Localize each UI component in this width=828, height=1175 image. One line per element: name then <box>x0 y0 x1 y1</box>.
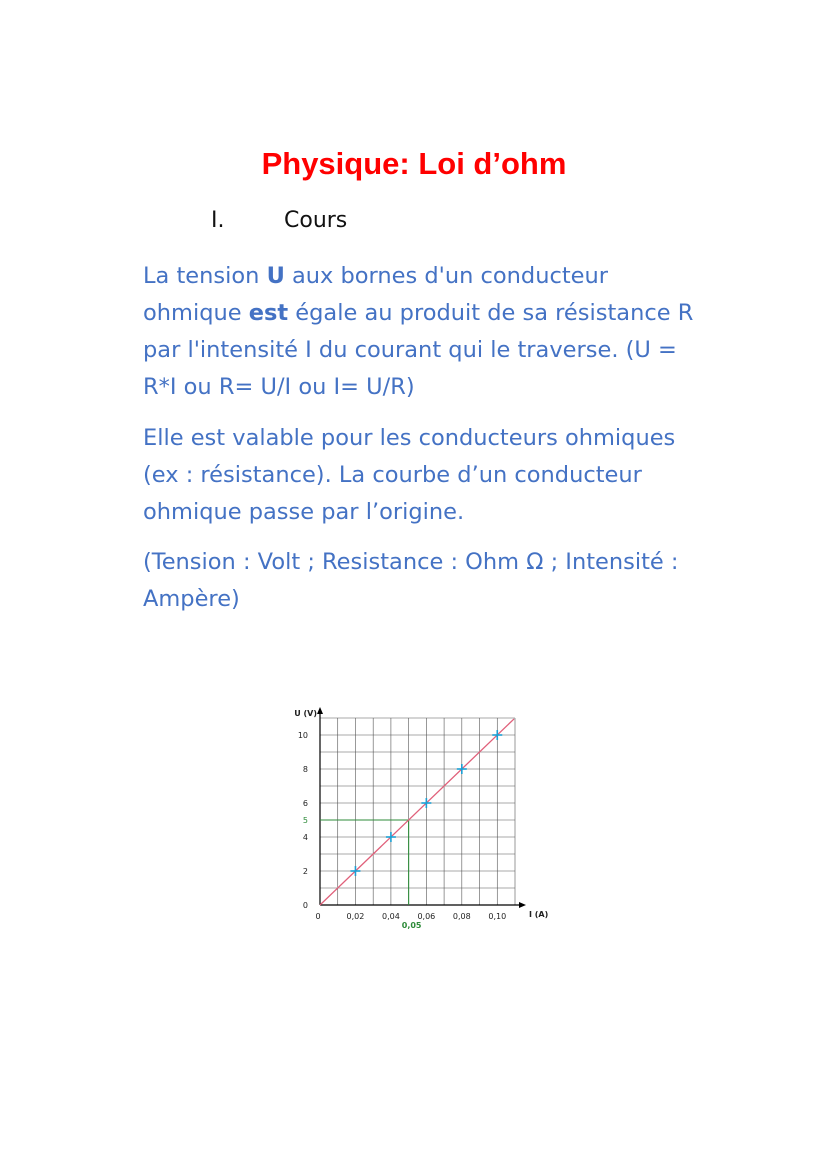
y-tick-label: 4 <box>302 833 308 842</box>
y-tick-label: 10 <box>297 731 308 740</box>
text-part: aux bornes d'un conducteur ohmique <box>143 263 609 326</box>
x-tick-label: 0,04 <box>382 912 400 921</box>
x-tick-label: 0,10 <box>488 912 507 921</box>
bold-est: est <box>248 300 289 326</box>
highlight-x-label: 0,05 <box>401 921 422 930</box>
x-tick-label: 0,02 <box>346 912 365 921</box>
y-tick-label: 8 <box>302 765 308 774</box>
section-heading <box>211 208 347 233</box>
y-axis-label: U (V) <box>294 709 317 718</box>
fit-line <box>320 719 514 905</box>
paragraph-units: (Tension : Volt ; Resistance : Ohm Ω ; Intensité : Ampère) <box>143 549 679 612</box>
paragraph-validity: Elle est valable pour les conducteurs ohmiques (ex : résistance). La courbe d’un conducteur ohmique passe par l’origine. <box>143 425 676 525</box>
x-axis-arrow <box>519 902 526 908</box>
page-title: Physique: Loi d’ohm <box>261 146 567 181</box>
y-tick-label: 2 <box>302 867 308 876</box>
highlight-y-label: 5 <box>302 816 308 825</box>
x-tick-label: 0,08 <box>452 912 471 921</box>
bold-u: U <box>266 263 285 289</box>
ohm-law-chart <box>270 700 560 940</box>
text-part: La tension <box>143 263 267 289</box>
section-label: Cours <box>284 208 348 233</box>
y-tick-label: 0 <box>302 901 308 910</box>
section-number: I. <box>211 208 225 233</box>
y-tick-label: 6 <box>302 799 308 808</box>
x-tick-label: 0 <box>315 912 321 921</box>
y-axis-arrow <box>317 707 323 714</box>
x-axis-label: I (A) <box>529 910 549 919</box>
text-part: égale au produit de sa résistance R par l'intensité I du courant qui le traverse. (U = R*I ou R= U/I ou I= U/R) <box>143 300 694 400</box>
paragraph-ohm-law <box>143 258 703 406</box>
x-tick-label: 0,06 <box>417 912 436 921</box>
